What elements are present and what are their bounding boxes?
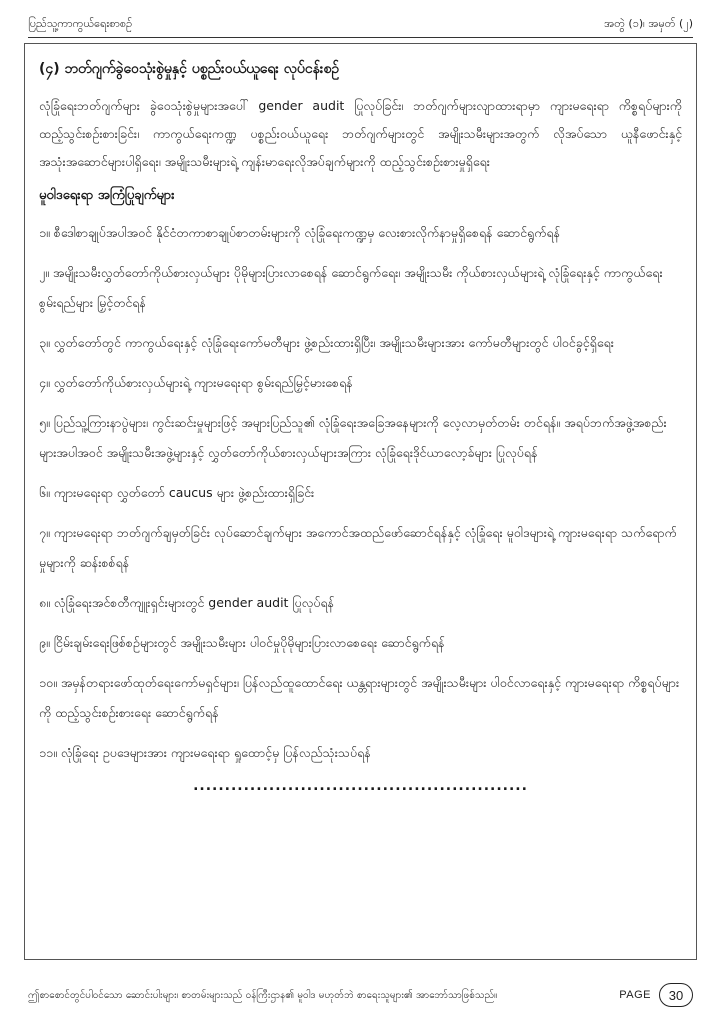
list-item: ၁၁။ လုံခြုံရေး ဥပဒေများအား ကျားမရေးရာ ရှုထောင့်မှ ပြန်လည်သုံးသပ်ရန် [39,745,371,760]
section-title: (၄) ဘတ်ဂျက်ခွဲဝေသုံးစွဲမှုနှင့် ပစ္စည်းဝယ်ယူရေး လုပ်ငန်းစဉ် [39,61,340,77]
intro-paragraph: လုံခြုံရေးဘတ်ဂျက်များ ခွဲဝေသုံးစွဲမှုများအပေါ် gender audit ပြုလုပ်ခြင်း၊ ဘတ်ဂျက်များလျာထားရာမှာ ကျားမရေးရာ ကိစ္စရပ်များကို ထည့်သွင်းစဉ်းစားခြင်း၊ ကာကွယ်ရေးကဏ္ဍ ပစ္စည်းဝယ်ယူရေး ဘတ်ဂျက်များတွင် အမျိုးသမီးများအတွက် လိုအပ်သော ယူနီဖောင်းနှင့် အသုံးအဆောင်များပါရှိရေး၊ အမျိုးသမီးများရဲ့ ကျန်းမာရေးလိုအပ်ချက်များကို ထည့်သွင်းစဉ်းစားမှုရှိရေး [39,98,682,169]
recommendation-list [39,218,682,768]
page-number: 30 [659,983,693,1007]
list-item: ၄။ လွှတ်တော်ကိုယ်စားလှယ်များရဲ့ ကျားမရေးရာ စွမ်းရည်မြှင့်မားစေရန် [39,375,353,390]
recommendations-heading: မူဝါဒရေးရာ အကြံပြုချက်များ [39,188,175,203]
list-item: ၅။ ပြည်သူ့ကြားနာပွဲများ၊ ကွင်းဆင်းမှုများဖြင့် အများပြည်သူ၏ လုံခြုံရေးအခြေအနေများကို လေ့လာမှတ်တမ်း တင်ရန်။ အရပ်ဘက်အဖွဲ့အစည်းများအပါအဝင် အမျိုးသမီးအဖွဲ့များနှင့် လွှတ်တော်ကိုယ်စားလှယ်များအကြား လုံခြုံရေးဒိုင်ယာလော့ခ်များ ပြုလုပ်ရန် [39,415,667,460]
volume-issue: အတွဲ (၁)၊ အမှတ် (၂) [604,17,693,30]
footer-disclaimer: ဤစာစောင်တွင်ပါဝင်သော ဆောင်းပါးများ၊ စာတမ်းများသည် ဝန်ကြီးဌာန၏ မူဝါဒ မဟုတ်ဘဲ စာရေးသူများ၏ အာဘော်သာဖြစ်သည်။ [28,989,498,1001]
list-item: ၃။ လွှတ်တော်တွင် ကာကွယ်ရေးနှင့် လုံခြုံရေးကော်မတီများ ဖွဲ့စည်းထားရှိပြီး၊ အမျိုးသမီးများအား ကော်မတီများတွင် ပါဝင်ခွင့်ရှိရေး [39,335,614,350]
page-indicator [619,983,693,1007]
list-item: ၆။ ကျားမရေးရာ လွှတ်တော် caucus များ ဖွဲ့စည်းထားရှိခြင်း [39,485,315,500]
page-header [28,14,693,36]
list-item: ၉။ ငြိမ်းချမ်းရေးဖြစ်စဉ်များတွင် အမျိုးသမီးများ ပါဝင်မှုပိုမိုများပြားလာစေရေး ဆောင်ရွက်ရန် [39,635,445,650]
header-divider [28,37,693,38]
list-item: ၂။ အမျိုးသမီးလွှတ်တော်ကိုယ်စားလှယ်များ ပိုမိုများပြားလာစေရန် ဆောင်ရွက်ရေး၊ အမျိုးသမီး ကိုယ်စားလှယ်များရဲ့ လုံခြုံရေးနှင့် ကာကွယ်ရေး စွမ်းရည်များ မြှင့်တင်ရန် [39,265,663,310]
page-label: PAGE [619,989,651,1001]
list-item: ၁။ စီဒေါစာချုပ်အပါအဝင် နိုင်ငံတကာစာချုပ်စာတမ်းများကို လုံခြုံရေးကဏ္ဍမှ လေးစားလိုက်နာမှုရှိစေရန် ဆောင်ရွက်ရန် [39,225,561,240]
page-footer [28,982,693,1008]
end-separator: ..................................................... [193,778,528,794]
content-frame [24,43,697,960]
publication-title: ပြည်သူ့ကာကွယ်ရေးစာစဉ် [28,17,133,30]
list-item: ၇။ ကျားမရေးရာ ဘတ်ဂျက်ချမှတ်ခြင်း လုပ်ဆောင်ချက်များ အကောင်အထည်ဖော်ဆောင်ရန်နှင့် လုံခြုံရေး မူဝါဒများရဲ့ ကျားမရေးရာ သက်ရောက်မှုများကို ဆန်းစစ်ရန် [39,525,677,570]
list-item: ၈။ လုံခြုံရေးအင်စတီကျူးရှင်းများတွင် gender audit ပြုလုပ်ရန် [39,595,335,610]
list-item: ၁၀။ အမှန်တရားဖော်ထုတ်ရေးကော်မရှင်များ၊ ပြန်လည်ထူထောင်ရေး ယန္တရားများတွင် အမျိုးသမီးများ ပါဝင်လာရေးနှင့် ကျားမရေးရာ ကိစ္စရပ်များကို ထည့်သွင်းစဉ်းစားရေး ဆောင်ရွက်ရန် [39,675,680,720]
